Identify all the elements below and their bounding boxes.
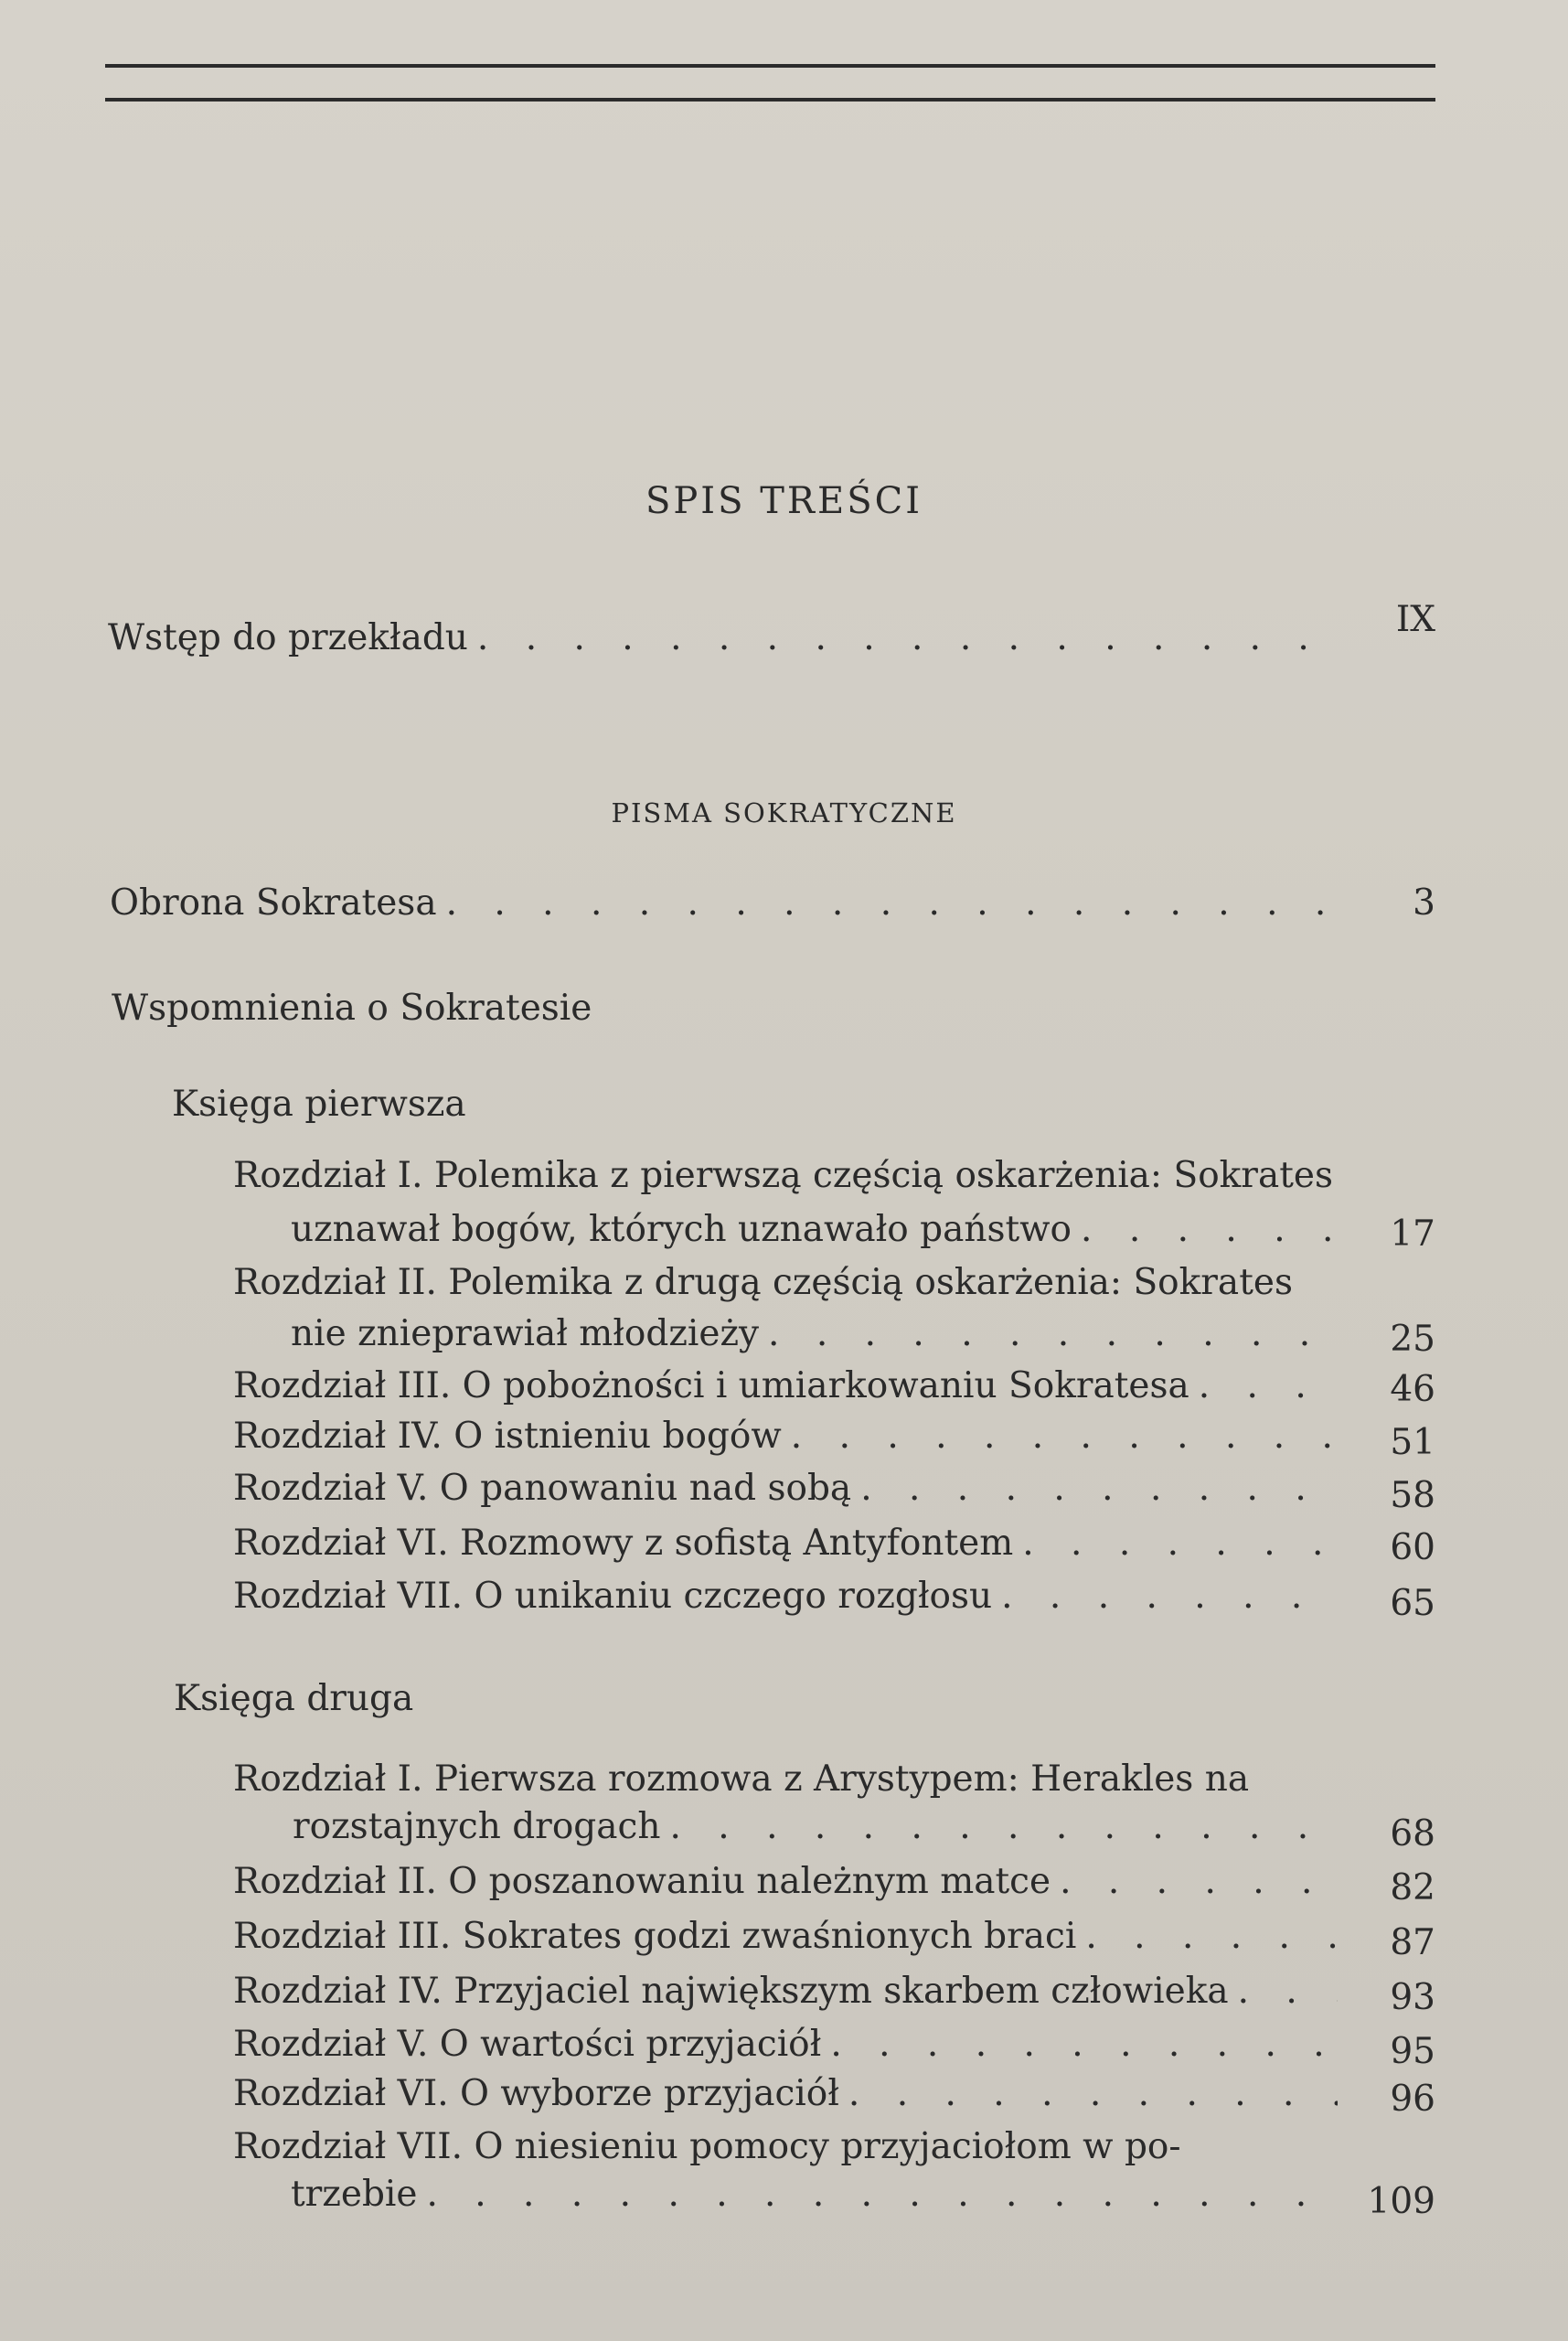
toc-label: Obrona Sokratesa xyxy=(110,882,437,924)
toc-label: trzebie xyxy=(291,2174,418,2215)
toc-entry-b2-ch7 xyxy=(291,2169,1338,2220)
toc-entry-b1-ch5 xyxy=(233,1463,1338,1514)
toc-entry-b1-ch6 xyxy=(233,1518,1338,1569)
toc-entry-b1-ch3 xyxy=(233,1361,1338,1412)
toc-page: 58 xyxy=(1390,1475,1435,1516)
toc-entry-b2-ch6 xyxy=(233,2068,1338,2120)
toc-entry-b1-ch4 xyxy=(233,1411,1338,1462)
toc-label: Rozdział II. O poszanowaniu należnym matce xyxy=(233,1861,1051,1902)
toc-page: 51 xyxy=(1390,1422,1435,1463)
toc-page: 109 xyxy=(1367,2181,1435,2222)
toc-label: Rozdział IV. O istnieniu bogów xyxy=(233,1416,782,1457)
toc-page: 96 xyxy=(1390,2079,1435,2120)
toc-page: 87 xyxy=(1390,1922,1435,1963)
toc-label: Rozdział V. O wartości przyjaciół xyxy=(233,2024,822,2065)
toc-label: Rozdział III. Sokrates godzi zwaśnionych braci xyxy=(233,1916,1077,1957)
toc-entry-b1-ch1 xyxy=(291,1204,1338,1256)
toc-page: 82 xyxy=(1390,1867,1435,1908)
toc-page: 68 xyxy=(1390,1813,1435,1855)
toc-entry-obrona xyxy=(110,878,1339,929)
toc-page: 17 xyxy=(1390,1213,1435,1255)
toc-page: 3 xyxy=(1413,882,1435,924)
toc-label: Rozdział VI. O wyborze przyjaciół xyxy=(233,2073,839,2114)
toc-page: IX xyxy=(1395,599,1435,640)
toc-entry-b2-ch3 xyxy=(233,1911,1338,1962)
book-heading: Księga druga xyxy=(174,1678,414,1719)
toc-label: Rozdział VII. O unikaniu czczego rozgłosu xyxy=(233,1576,993,1617)
book-heading: Księga pierwsza xyxy=(172,1084,466,1125)
top-rule-thick xyxy=(105,64,1435,68)
toc-entry-b1-ch7 xyxy=(233,1571,1338,1622)
toc-entry-line: Rozdział II. Polemika z drugą częścią oskarżenia: Sokrates xyxy=(233,1262,1293,1303)
toc-entry-line: Rozdział I. Polemika z pierwszą częścią oskarżenia: Sokrates xyxy=(233,1155,1333,1196)
toc-label: uznawał bogów, których uznawało państwo xyxy=(291,1209,1072,1250)
toc-label: rozstajnych drogach xyxy=(293,1806,661,1847)
toc-page: 46 xyxy=(1390,1369,1435,1410)
toc-page: 93 xyxy=(1390,1977,1435,2018)
page-title: SPIS TREŚCI xyxy=(645,480,923,522)
toc-entry-intro xyxy=(108,613,1338,664)
toc-entry-line: Rozdział I. Pierwsza rozmowa z Arystypem: Herakles na xyxy=(233,1758,1250,1800)
toc-label: Rozdział III. O pobożności i umiarkowaniu Sokratesa xyxy=(233,1365,1189,1406)
toc-page: 25 xyxy=(1390,1319,1435,1360)
toc-entry-b2-ch1 xyxy=(293,1801,1338,1853)
toc-label: nie zniepraw‌iał młodzieży xyxy=(291,1313,760,1354)
toc-page: 60 xyxy=(1390,1527,1435,1568)
toc-entry-b2-ch2 xyxy=(233,1856,1338,1908)
top-rule-thin xyxy=(105,98,1435,102)
toc-entry-b2-ch5 xyxy=(233,2019,1338,2070)
toc-heading-wspomnienia: Wspomnienia o Sokratesie xyxy=(112,988,592,1029)
toc-page: 65 xyxy=(1390,1583,1435,1624)
toc-entry-line: Rozdział VII. O niesieniu pomocy przyjaciołom w po- xyxy=(233,2126,1181,2167)
toc-page: 95 xyxy=(1390,2031,1435,2072)
section-heading: PISMA SOKRATYCZNE xyxy=(611,797,957,828)
toc-label: Rozdział V. O panowaniu nad sobą xyxy=(233,1468,852,1509)
toc-label: Wstęp do przekładu xyxy=(108,617,468,658)
toc-entry-b2-ch4 xyxy=(233,1966,1338,2017)
toc-label: Rozdział VI. Rozmowy z sofistą Antyfontem xyxy=(233,1523,1014,1564)
toc-entry-b1-ch2 xyxy=(291,1309,1338,1360)
toc-label: Rozdział IV. Przyjaciel największym skarbem człowieka xyxy=(233,1971,1229,2012)
